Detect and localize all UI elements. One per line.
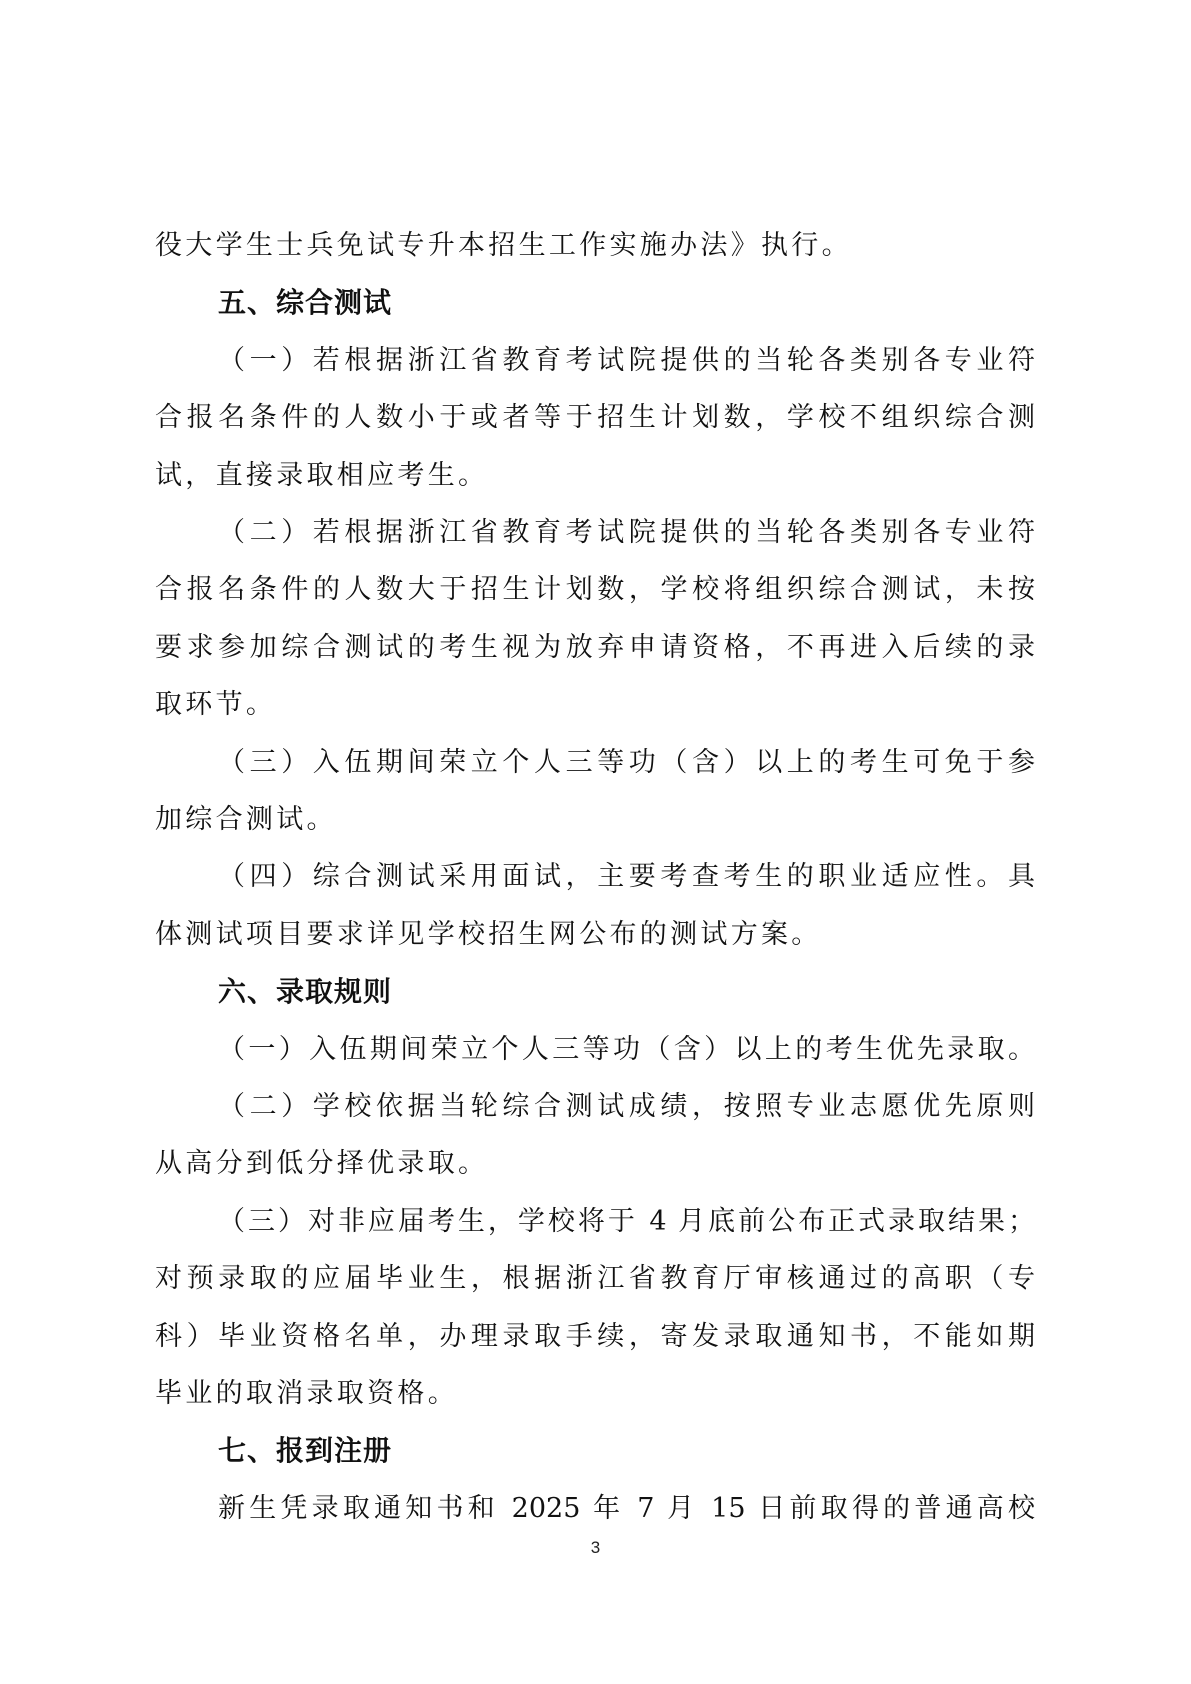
section-heading: 六、录取规则: [218, 975, 393, 1008]
paragraph-first-line: （一）入伍期间荣立个人三等功（含）以上的考生优先录取。: [218, 1034, 1035, 1065]
paragraph-first-line: （二）若根据浙江省教育考试院提供的当轮各类别各专业符: [218, 517, 1035, 548]
paragraph-line: 对预录取的应届毕业生，根据浙江省教育厅审核通过的高职（专: [155, 1263, 1035, 1294]
paragraph-line: 合报名条件的人数大于招生计划数，学校将组织综合测试，未按: [155, 574, 1035, 605]
paragraph-line: 从高分到低分择优录取。: [155, 1148, 489, 1179]
paragraph-line: 要求参加综合测试的考生视为放弃申请资格，不再进入后续的录: [155, 632, 1035, 663]
paragraph-first-line: （一）若根据浙江省教育考试院提供的当轮各类别各专业符: [218, 345, 1035, 376]
paragraph-first-line: （三）入伍期间荣立个人三等功（含）以上的考生可免于参: [218, 747, 1035, 778]
paragraph-line: 毕业的取消录取资格。: [155, 1378, 458, 1409]
paragraph-line: 加综合测试。: [155, 804, 337, 835]
section-heading: 五、综合测试: [218, 286, 393, 319]
paragraph-line: 试，直接录取相应考生。: [155, 460, 489, 491]
paragraph-line: 合报名条件的人数小于或者等于招生计划数，学校不组织综合测: [155, 402, 1035, 433]
page-number: 3: [590, 1538, 601, 1557]
paragraph-line: 役大学生士兵免试专升本招生工作实施办法》执行。: [155, 230, 852, 261]
paragraph-line: 体测试项目要求详见学校招生网公布的测试方案。: [155, 919, 822, 950]
paragraph-first-line: （三）对非应届考生，学校将于 4 月底前公布正式录取结果；: [218, 1206, 1035, 1237]
paragraph-first-line: 新生凭录取通知书和 2025 年 7 月 15 日前取得的普通高校: [218, 1493, 1035, 1524]
paragraph-line: 科）毕业资格名单，办理录取手续，寄发录取通知书，不能如期: [155, 1321, 1035, 1352]
section-heading: 七、报到注册: [218, 1434, 393, 1467]
paragraph-line: 取环节。: [155, 689, 277, 720]
paragraph-first-line: （四）综合测试采用面试，主要考查考生的职业适应性。具: [218, 861, 1035, 892]
paragraph-first-line: （二）学校依据当轮综合测试成绩，按照专业志愿优先原则: [218, 1091, 1035, 1122]
